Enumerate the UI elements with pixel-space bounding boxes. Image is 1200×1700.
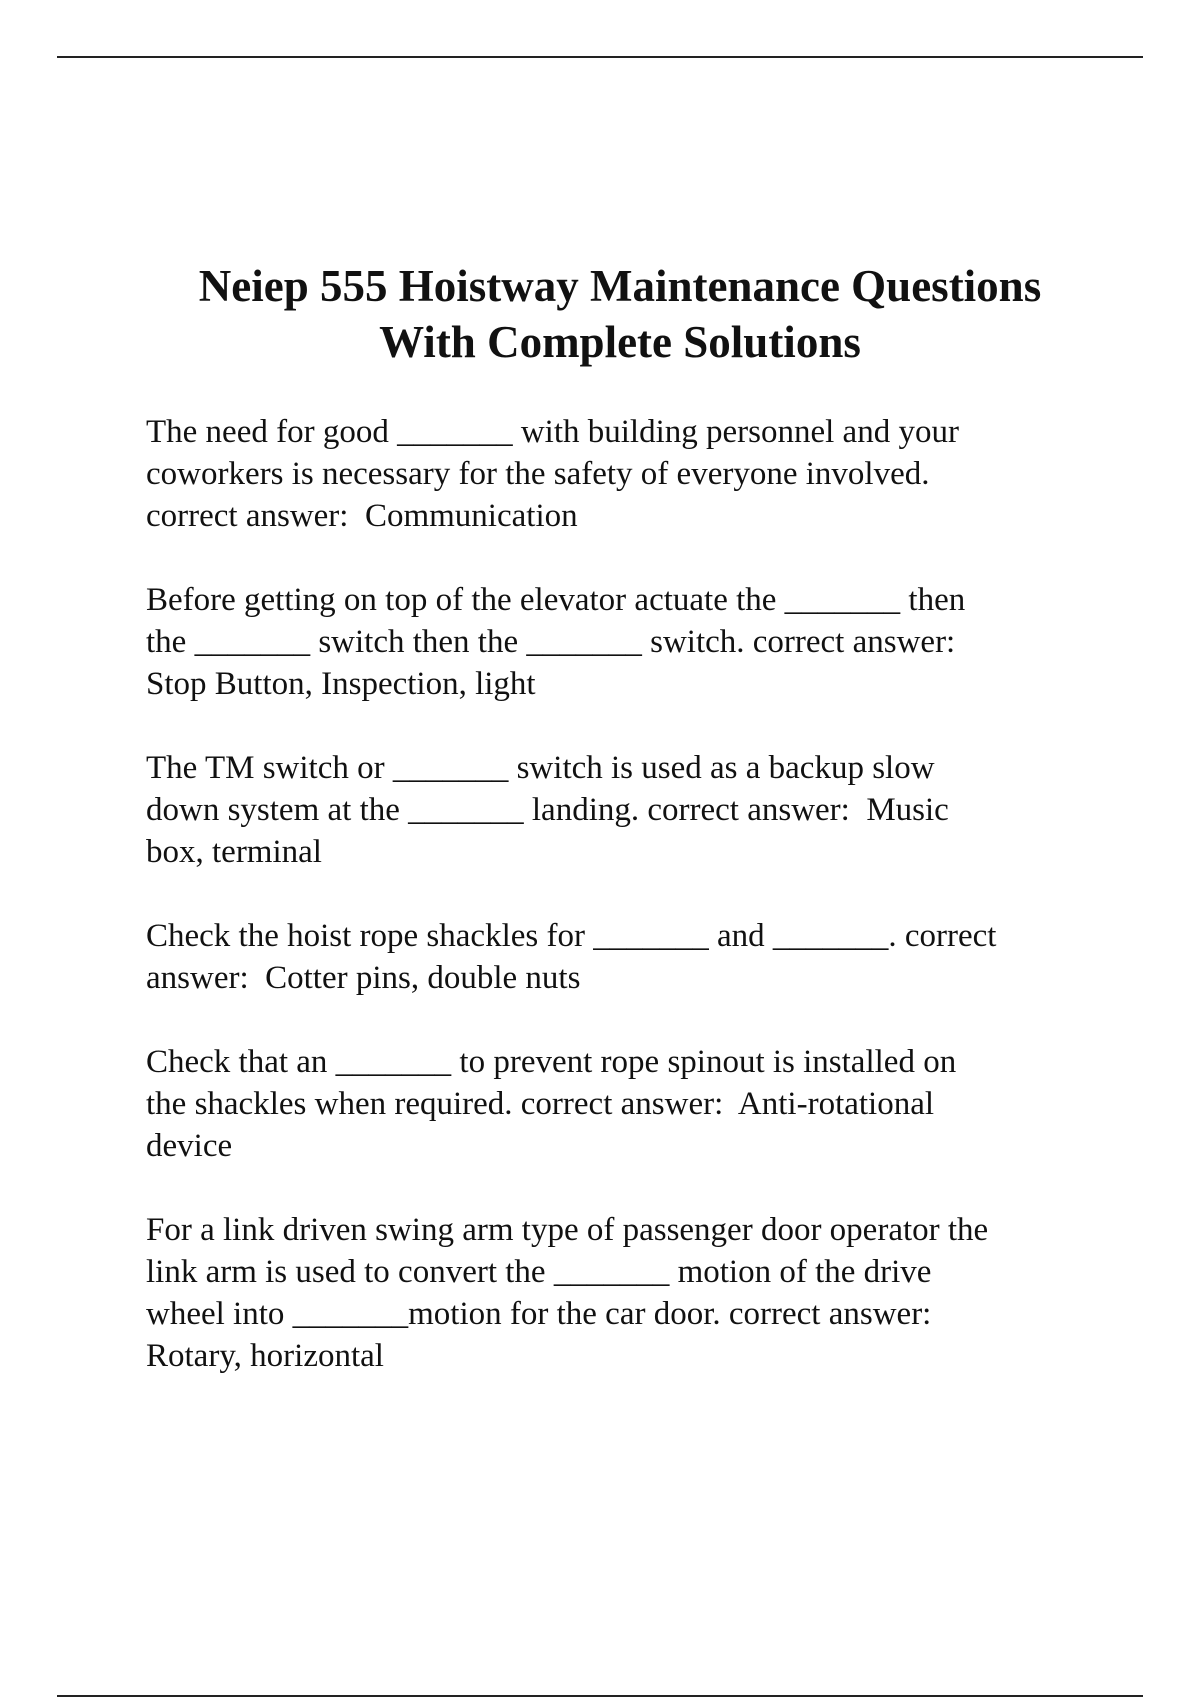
top-rule — [57, 56, 1143, 58]
question-line: Check the hoist rope shackles for _______ and _______. correct — [146, 918, 997, 954]
question-line: answer: Cotter pins, double nuts — [146, 960, 581, 996]
question-line: device — [146, 1128, 233, 1164]
question-line: For a link driven swing arm type of passenger door operator the — [146, 1212, 989, 1248]
question-line: down system at the _______ landing. correct answer: Music — [146, 792, 949, 828]
question-item-4 — [146, 915, 1136, 999]
question-line: link arm is used to convert the _______ motion of the drive — [146, 1254, 932, 1290]
question-item-3 — [146, 747, 1136, 873]
question-list — [146, 411, 1136, 1419]
question-line: correct answer: Communication — [146, 498, 578, 534]
question-line: the _______ switch then the _______ switch. correct answer: — [146, 624, 956, 660]
question-line: Stop Button, Inspection, light — [146, 666, 536, 702]
question-item-6 — [146, 1209, 1136, 1377]
question-item-1 — [146, 411, 1136, 537]
question-line: The TM switch or _______ switch is used as a backup slow — [146, 750, 935, 786]
question-line: the shackles when required. correct answer: Anti-rotational — [146, 1086, 935, 1122]
question-line: wheel into _______motion for the car door. correct answer: — [146, 1296, 932, 1332]
title-line-1: Neiep 555 Hoistway Maintenance Questions — [198, 261, 1042, 311]
question-item-5 — [146, 1041, 1136, 1167]
question-line: box, terminal — [146, 834, 322, 870]
bottom-rule — [57, 1695, 1143, 1697]
question-line: Rotary, horizontal — [146, 1338, 384, 1374]
title-line-2: With Complete Solutions — [379, 317, 861, 367]
question-line: Before getting on top of the elevator actuate the _______ then — [146, 582, 966, 618]
question-item-2 — [146, 579, 1136, 705]
question-line: The need for good _______ with building personnel and your — [146, 414, 959, 450]
question-line: coworkers is necessary for the safety of everyone involved. — [146, 456, 930, 492]
page-title — [100, 258, 1140, 370]
question-line: Check that an _______ to prevent rope spinout is installed on — [146, 1044, 957, 1080]
